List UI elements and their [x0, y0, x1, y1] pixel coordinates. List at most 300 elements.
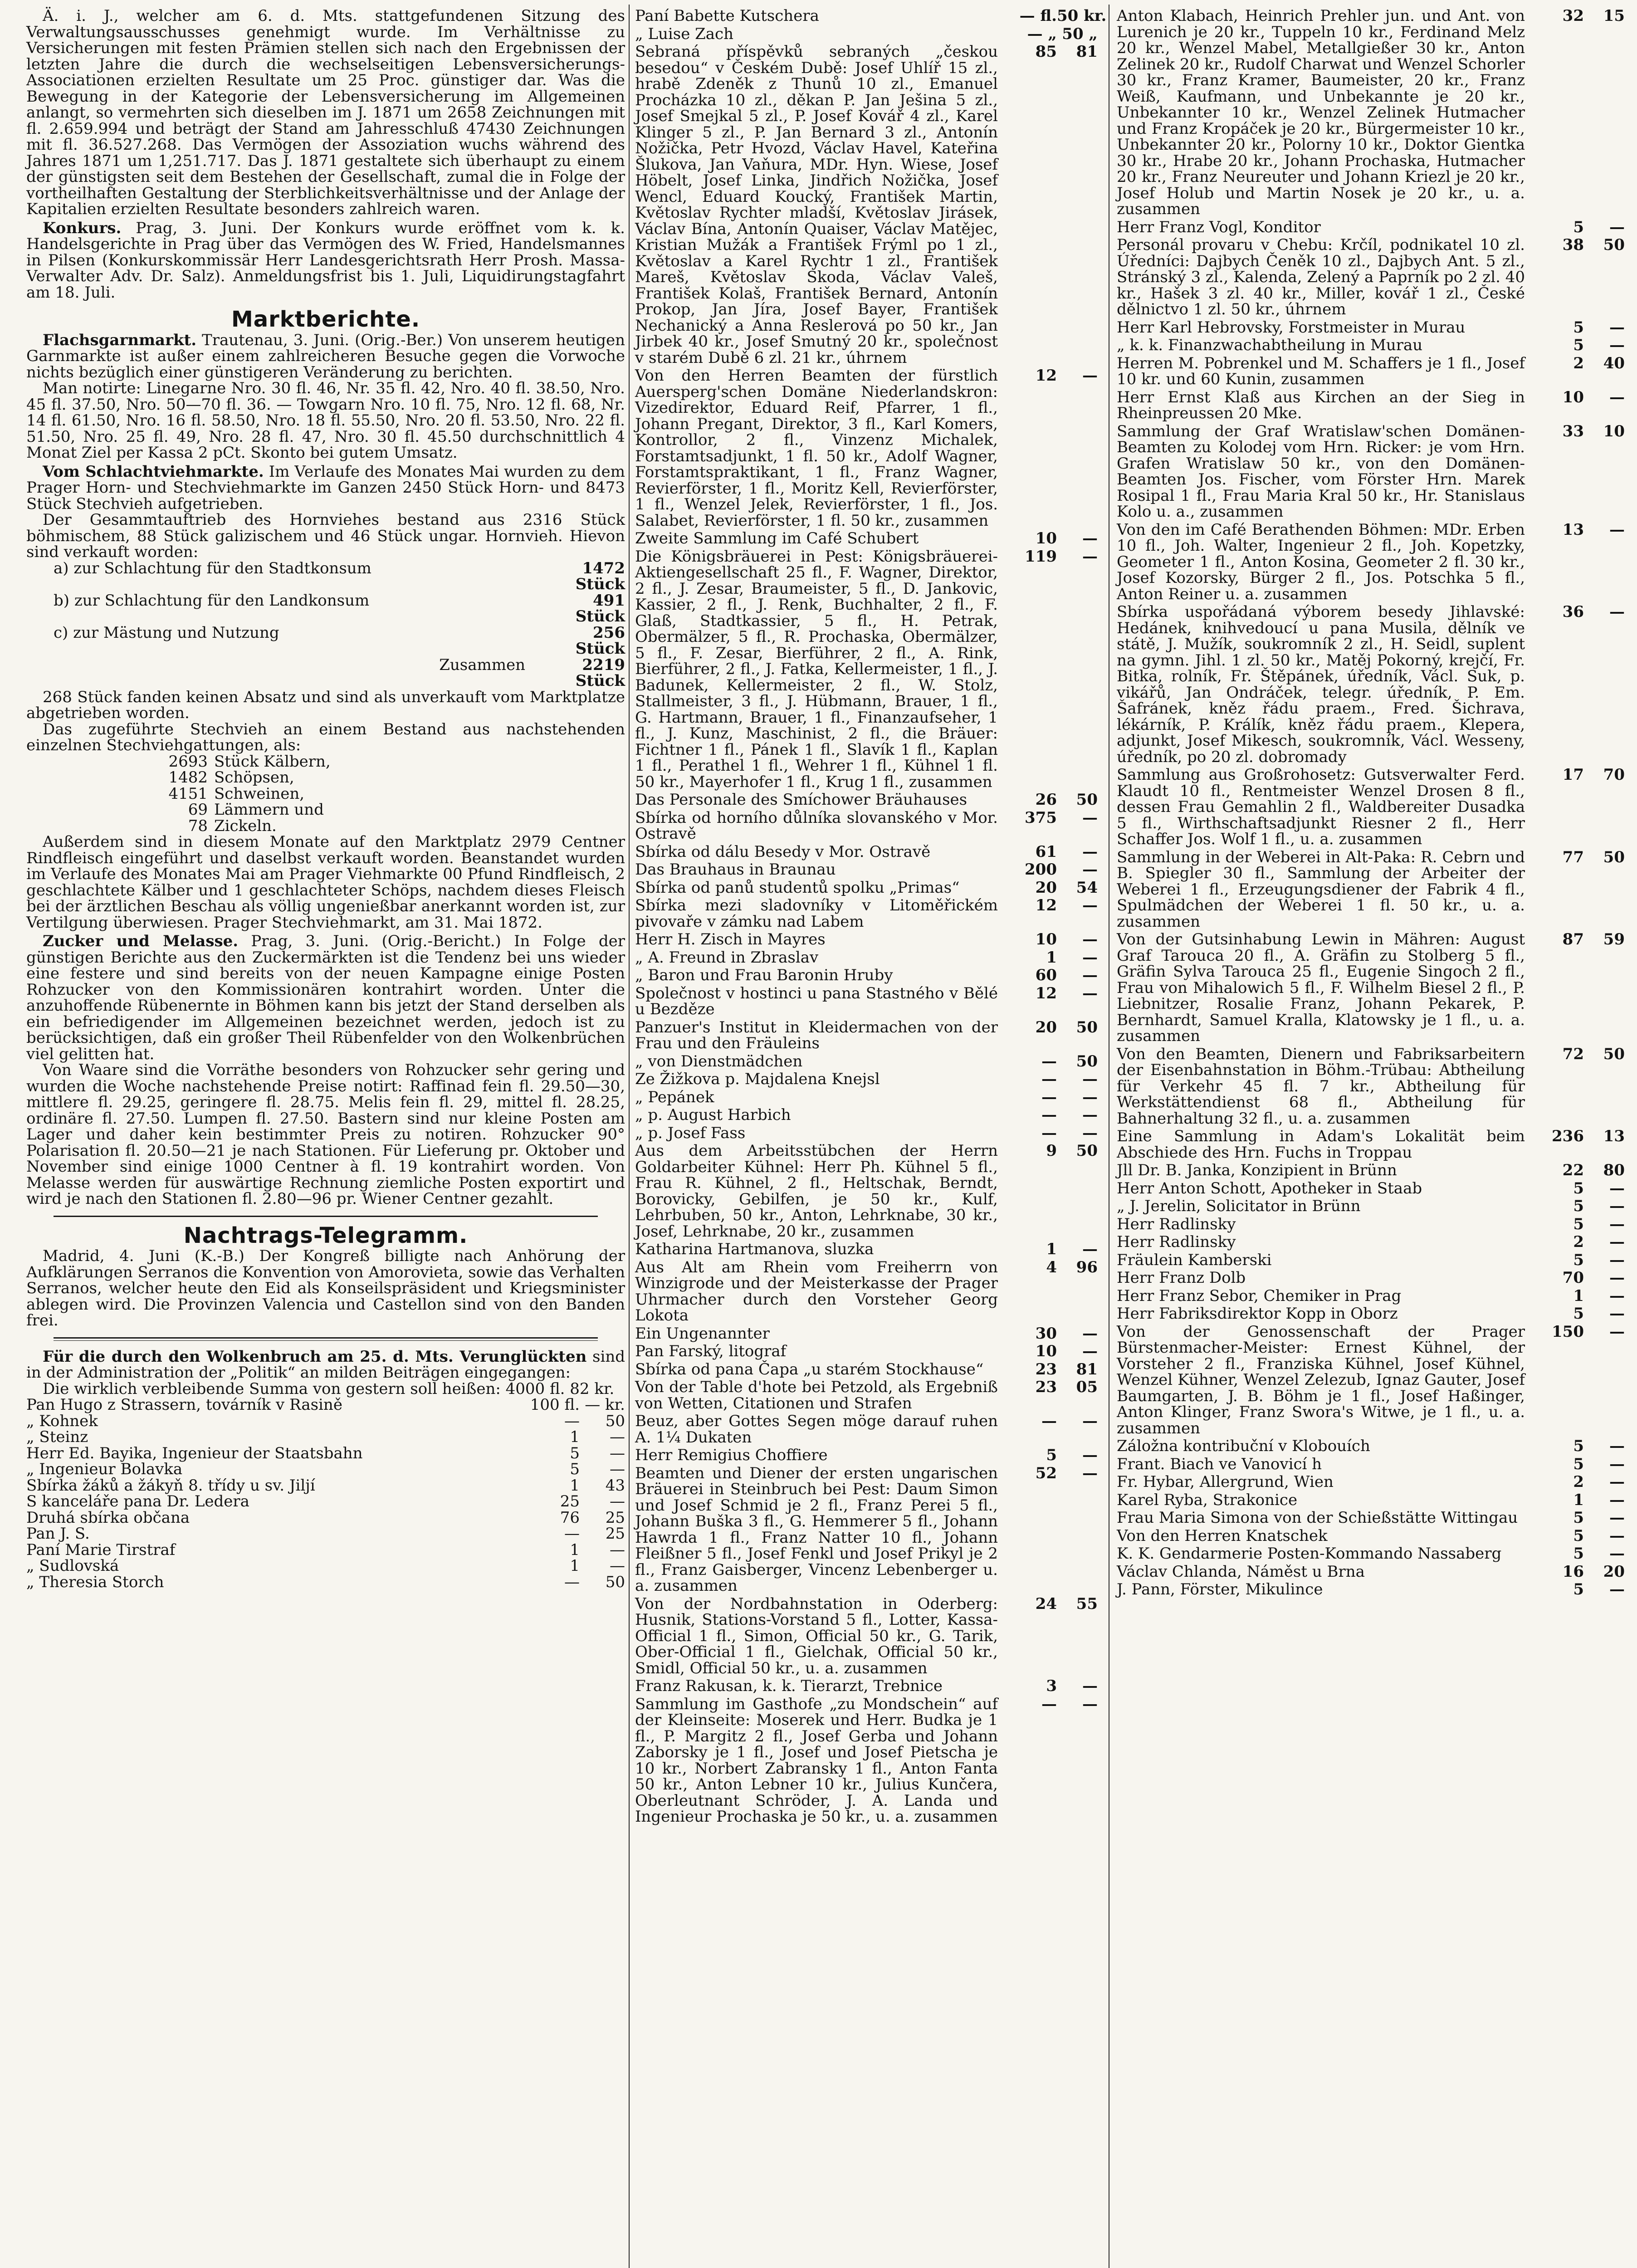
wolkenbruch-heading: Für die durch den Wolkenbruch am 25. d. Mts. Verunglückten	[43, 1347, 587, 1366]
donation-entry	[635, 792, 1098, 808]
donation-text: Sbírka od panů studentů spolku „Primas“	[635, 878, 960, 897]
donation-entry	[635, 1326, 1098, 1342]
amount-florin: 150	[1552, 1322, 1584, 1341]
amount-kreuzer: 40	[1603, 354, 1625, 372]
donation-entry	[1117, 1129, 1625, 1161]
list-item: „ Sudlovská 1 —	[26, 1557, 625, 1575]
donation-entry	[635, 1344, 1098, 1360]
amount-florin: 5	[1573, 1545, 1584, 1563]
amount-florin: 12	[1035, 984, 1057, 1002]
donation-entry	[635, 44, 1098, 366]
amount-florin: 5	[1573, 318, 1584, 337]
amount-florin: 85	[1035, 43, 1057, 61]
donation-entry	[1117, 1306, 1625, 1322]
section-rule	[54, 1337, 598, 1341]
amount-florin: 5	[1046, 1446, 1057, 1464]
donation-entry	[635, 531, 1098, 547]
list-item: „ Kohnek — 50	[26, 1412, 625, 1430]
amount-kreuzer: 50	[1603, 1045, 1625, 1063]
list-item: „ Theresia Storch — 50	[26, 1573, 625, 1591]
market-reports-heading: Marktberichte.	[231, 307, 420, 332]
donation-text: Herr Ernst Klaß aus Kirchen an der Sieg in Rheinpreussen 20 Mke.	[1117, 388, 1525, 422]
donation-text: Záložna kontribuční v Klobouích	[1117, 1437, 1370, 1455]
donation-text: Herr Remigius Choffiere	[635, 1446, 828, 1464]
list-item: Druhá sbírka občana 76 25	[26, 1508, 625, 1527]
donation-entry	[635, 950, 1098, 966]
amount-kreuzer: —	[1609, 1545, 1625, 1563]
donation-entry	[1117, 522, 1625, 603]
donation-text: Aus dem Arbeitsstübchen der Herrn Goldarbeiter Kühnel: Herr Ph. Kühnel 5 fl., Frau R. Kühnel, 2 fl., Heltschak, Berndt, Borovicky, Gebilfen, je 50 kr., Kulf, Lehrbuben, 50 kr., Anton, Lehrknabe, 30 kr., Josef, Lehrknabe, 20 kr., zusammen	[635, 1142, 998, 1241]
amount-kreuzer: —	[1082, 860, 1098, 879]
amount-florin: 1	[1046, 948, 1057, 967]
donation-entry	[1117, 850, 1625, 930]
amount-kreuzer: —	[1082, 1124, 1098, 1142]
zucker-text-2: Von Waare sind die Vorräthe besonders von Rohzucker sehr gering und wurden die Woche nachstehende Preise notirt: Raffinad fein fl. 29.50—30, mittlere fl. 29.25, geringere fl. 28.75. Melis fein fl. 29, mittel fl. 28.25, ordinäre fl. 27.50. Lumpen fl. 27.50. Bastern sind nur kleine Posten am Lager und daher kein bestimmter Preis zu notiren. Rohzucker 90° Polarisation fl. 20.50—21 je nach Stationen. Für Lieferung pr. Oktober und November sind einige 1000 Centner à fl. 19 kontrahirt worden. Von Melasse werden für auswärtige Rechnung ziemliche Posten exportirt und wird je nach den Stationen fl. 2.80—96 pr. Wiener Centner gezahlt.	[26, 1061, 625, 1208]
donation-text: Von der Genossenschaft der Prager Bürstenmacher-Meister: Ernest Kühnel, der Vorsteher 2 fl., Franziska Kühnel, Josef Kühnel, Wenzel Kühner, Wenzel Zelezub, Ignaz Gauter, Josef Baumgarten, J. B. Böhm je 1 fl., Josef Haßinger, Anton Klinger, Franz Swora's Witwe, je 1 fl., u. a. zusammen	[1117, 1322, 1525, 1437]
schlacht-text-2: Der Gesammtauftrieb des Hornviehes bestand aus 2316 Stück böhmischem, 88 Stück galizischem und 46 Stück ungar. Hornvieh. Hievon sind verkauft worden:	[26, 511, 625, 561]
amount-florin: 3	[1046, 1677, 1057, 1695]
schlacht-text-3: 268 Stück fanden keinen Absatz und sind als unverkauft vom Marktplatze abgetrieben worden.	[26, 688, 625, 722]
donation-entry	[635, 1090, 1098, 1106]
amount-kreuzer: —	[1609, 1455, 1625, 1473]
amount-kreuzer: —	[1082, 1412, 1098, 1430]
donation-entry	[635, 968, 1098, 984]
amount-kreuzer: 55	[1076, 1594, 1098, 1613]
amount-florin: 60	[1035, 966, 1057, 984]
amount-kreuzer: —	[1082, 1088, 1098, 1106]
amount-kreuzer: —	[1609, 218, 1625, 236]
donation-text: Personál provaru v Chebu: Krčíl, podnikatel 10 zl. Úředníci: Dajbych Čeněk 10 zl., Dajbych Ant. 5 zl., Stránský 3 zl., Kalenda, Zelený a Paprník po 2 zl. 40 kr., Hašek 3 zl. 40 kr., Miller, kovář 1 zl., České dělnictvo 1 zl. 50 kr., úhrnem	[1117, 236, 1525, 318]
donation-entry	[635, 1260, 1098, 1324]
amount-florin: 2	[1573, 1473, 1584, 1491]
amount-florin: 375	[1025, 808, 1057, 827]
wolkenbruch-text-2: Die wirklich verbleibende Summa von gestern soll heißen: 4000 fl. 82 kr.	[43, 1379, 615, 1398]
amount-kreuzer: —	[1082, 1342, 1098, 1360]
amount-florin: 119	[1025, 547, 1057, 566]
donation-text: „ p. Josef Fass	[635, 1124, 746, 1142]
amount-kreuzer: 59	[1603, 930, 1625, 948]
donation-entry	[1117, 1528, 1625, 1545]
amount-kreuzer: —	[1609, 388, 1625, 406]
table-row: 2693 Stück Kälbern,	[168, 752, 331, 771]
donation-text: Sammlung aus Großrohosetz: Gutsverwalter Ferd. Klaudt 10 fl., Rentmeister Wenzel Drosen 8 fl., dessen Frau Gemahlin 2 fl., Waldbereiter Dusadka 5 fl., Wirthschaftsadjunkt Riesner 2 fl., Herr Schaffer Jos. Wolf 1 fl., u. a. zusammen	[1117, 766, 1525, 848]
amount-kreuzer: 50	[1603, 236, 1625, 254]
amount-florin: 10	[1035, 529, 1057, 547]
list-item: S kanceláře pana Dr. Ledera 25 —	[26, 1492, 625, 1510]
list-item: Herr Ed. Bayika, Ingenieur der Staatsbahn 5 —	[26, 1444, 625, 1462]
donation-text: Franz Rakusan, k. k. Tierarzt, Trebnice	[635, 1677, 943, 1695]
amount-florin: —	[1041, 1070, 1057, 1088]
donation-text: J. Pann, Förster, Mikulince	[1117, 1580, 1323, 1598]
donation-entry	[1117, 1217, 1625, 1233]
telegram-heading: Nachtrags-Telegramm.	[183, 1222, 468, 1248]
amount-florin: 20	[1035, 1018, 1057, 1036]
amount-kreuzer: —	[1082, 984, 1098, 1002]
amount-kreuzer: —	[1609, 1215, 1625, 1233]
donation-entry	[1117, 390, 1625, 422]
donation-text: „ Pepánek	[635, 1088, 714, 1106]
donation-entry	[635, 1379, 1098, 1412]
amount-florin: 87	[1562, 930, 1584, 948]
amount-florin: 61	[1035, 842, 1057, 861]
donation-text: Herr Radlinsky	[1117, 1233, 1236, 1251]
donation-text: Sbírka mezi sladovníky v Litoměřickém pivovaře v zámku nad Labem	[635, 896, 998, 931]
donation-entry	[635, 1362, 1098, 1378]
donation-entry	[635, 810, 1098, 842]
table-row: c) zur Mästung und Nutzung 256 Stück	[54, 623, 625, 658]
donation-entry	[1117, 1163, 1625, 1179]
amount-florin: 4	[1046, 1258, 1057, 1276]
donation-text: Sbírka od horního důlníka slovanského v Mor. Ostravě	[635, 808, 998, 843]
amount-florin: 32	[1562, 7, 1584, 25]
donation-text: Sebraná příspěvků sebraných „českou besedou“ v Českém Dubě: Josef Uhlíř 15 zl., hrabě Zdeněk z Thunů 10 zl., Emanuel Procházka 10 zl., děkan P. Jan Ješina 5 zl., Josef Smejkal 5 zl., P. Josef Kovář 4 zl., Karel Klinger 5 zl., P. Jan Bernard 3 zl., Antonín Nožička, Petr Hvozd, Václav Havel, Kateřina Šlukova, Jan Vaňura, MDr. Hyn. Wiese, Josef Höbelt, Josef Linka, Jindřich Nožička, Josef Wencl, Eduard Koucký, František Martin, Květoslav Rychter mladší, Květoslav Jirásek, Václav Bína, Antonín Quaiser, Václav Matějec, Kristian Mužák a František Frýml po 1 zl., Květoslav a Karel Rychtr 1 zl., František Mareš, Květoslav Skoda, Václav Valeš, František Kolaš, František Bernard, Antonín Prokop, Jan Jíra, Josef Bayer, František Nechanický a Anna Reslerová po 50 kr., Jan Jirbek 40 kr., Josef Smutný 20 kr., společnost v starém Dubě 6 zl. 21 kr., úhrnem	[635, 43, 998, 367]
amount-florin: 70	[1562, 1269, 1584, 1287]
intro-paragraph: Ä. i. J., welcher am 6. d. Mts. stattgefundenen Sitzung des Verwaltungsausschusses genehmigt wurde. Im Verhältnisse zu Versicherungen mit festen Prämien stellen sich nach den Ergebnissen der letzten Jahre die durch die wechselseitigen Lebensversicherungs-Associationen erzielten Resultate um 25 Proc. günstiger dar. Was die Bewegung in der Kategorie der Lebensversicherung im Allgemeinen anlangt, so vermehrten sich dieselben im J. 1871 um 2658 Zeichnungen mit fl. 2.659.994 und beträgt der Stand am Jahresschluß 47430 Zeichnungen mit fl. 36.527.268. Das Vermögen der Assoziation wuchs während des Jahres 1871 um 1,251.717. Das J. 1871 gestaltete sich überhaupt zu einem der günstigsten seit dem Bestehen der Gesellschaft, zumal die in Folge der vortheilhaften Gestaltung der Sterblichkeitsverhältnisse und der Anlage der Kapitalien erzielten Resultate besonders zahlreich waren.	[26, 7, 625, 218]
donation-text: „ A. Freund in Zbraslav	[635, 948, 819, 967]
amount-florin: 236	[1552, 1127, 1584, 1145]
donation-text: Pan Farský, litograf	[635, 1342, 787, 1360]
amount-florin: 9	[1046, 1142, 1057, 1160]
donation-entry	[635, 898, 1098, 930]
donation-entry	[635, 1125, 1098, 1142]
amount-kreuzer: 50	[1076, 1052, 1098, 1070]
flachs-text: Trautenau, 3. Juni. (Orig.-Ber.) Von unserem heutigen Garnmarkte ist außer einem zahlreicheren Besuche gegen die Vorwoche nichts bezüglich einer günstigeren Veränderung zu berichten.	[26, 331, 625, 381]
stech-table	[26, 754, 625, 835]
donor-list	[26, 1397, 625, 1590]
amount-kreuzer: —	[1082, 1070, 1098, 1088]
amount-florin: 2	[1573, 354, 1584, 372]
donation-entry	[1117, 1181, 1625, 1197]
donation-text: Herr Franz Dolb	[1117, 1269, 1246, 1287]
schlacht-text-5: Außerdem sind in diesem Monate auf den Marktplatz 2979 Centner Rindfleisch eingeführt und daselbst verkauft worden. Beanstandet wurden im Verlaufe des Monates Mai am Prager Viehmarkte 00 Pfund Rindfleisch, 2 geschlachtete Kälber und 1 geschlachteter Schöps, nachdem dieses Fleisch bei der ärztlichen Beschau als völlig ungenießbar anerkannt worden ist, zur Vertilgung überwiesen. Prager Stechviehmarkt, am 31. Mai 1872.	[26, 833, 625, 932]
donation-text: „ Baron und Frau Baronin Hruby	[635, 966, 893, 984]
schlacht-table	[26, 561, 625, 689]
table-row: b) zur Schlachtung für den Landkonsum 491 Stück	[54, 591, 625, 626]
donation-text: „ von Dienstmädchen	[635, 1052, 803, 1070]
donation-entry	[1117, 1457, 1625, 1473]
donation-entry	[635, 862, 1098, 878]
amount-florin: 30	[1035, 1324, 1057, 1343]
donation-entry	[1117, 932, 1625, 1045]
amount-kreuzer: —	[1609, 1526, 1625, 1545]
list-item: Pan Hugo z Strassern, továrník v Rasině 100 fl. — kr.	[26, 1396, 625, 1414]
donation-text: Beuz, aber Gottes Segen möge darauf ruhen A. 1¼ Dukaten	[635, 1412, 998, 1447]
donation-entry	[635, 368, 1098, 529]
amount-florin: 10	[1035, 930, 1057, 948]
list-item: „ Steinz 1 —	[26, 1428, 625, 1446]
amount-kreuzer: —	[1082, 547, 1098, 566]
amount-florin: 5	[1573, 1179, 1584, 1198]
donation-entry	[635, 1020, 1098, 1052]
donation-entry	[1117, 1252, 1625, 1269]
donation-entry	[635, 1143, 1098, 1240]
amount-kreuzer: 70	[1603, 766, 1625, 784]
amount-florin: —	[1041, 1695, 1057, 1713]
amount-florin: 23	[1035, 1360, 1057, 1378]
amount-kreuzer: —	[1082, 948, 1098, 967]
amount-florin: 24	[1035, 1594, 1057, 1613]
amount-florin: 52	[1035, 1464, 1057, 1482]
konkurs-text: Prag, 3. Juni. Der Konkurs wurde eröffnet vom k. k. Handelsgerichte in Prag über das Vermögen des W. Fried, Handelsmannes in Pilsen (Konkurskommissär Herr Landesgerichtsrath Herr Prosh. Massa-Verwalter Adv. Dr. Salz). Anmeldungsfrist bis 1. Juli, Liquidirungstagfahrt am 18. Juli.	[26, 219, 625, 302]
donation-text: Frau Maria Simona von der Schießstätte Wittingau	[1117, 1509, 1518, 1527]
amount-florin: 5	[1573, 1197, 1584, 1215]
donation-text: Herr Franz Sebor, Chemiker in Prag	[1117, 1286, 1402, 1305]
amount-kreuzer: —	[1082, 1324, 1098, 1343]
amount-florin: — „	[1027, 24, 1057, 43]
donation-text: Paní Babette Kutschera	[635, 7, 819, 25]
donation-entry	[635, 932, 1098, 948]
table-row: 4151 Schweinen,	[168, 784, 305, 803]
amount-florin: 10	[1562, 388, 1584, 406]
amount-kreuzer: —	[1609, 1233, 1625, 1251]
amount-florin: 2	[1573, 1233, 1584, 1251]
donation-text: Herr H. Zisch in Mayres	[635, 930, 826, 948]
amount-florin: 38	[1562, 236, 1584, 254]
donation-entry	[635, 880, 1098, 896]
amount-florin: 5	[1573, 1215, 1584, 1233]
donation-text: Das Personale des Smíchower Bräuhauses	[635, 791, 968, 809]
donation-text: Herr Anton Schott, Apotheker in Staab	[1117, 1179, 1422, 1198]
donation-entry	[1117, 1324, 1625, 1437]
donation-entry	[1117, 1564, 1625, 1580]
donation-text: Společnost v hostinci u pana Stastného v Bělé u Bezděze	[635, 984, 998, 1018]
amount-kreuzer: —	[1082, 1240, 1098, 1258]
amount-florin: 5	[1573, 1437, 1584, 1455]
amount-kreuzer: 05	[1076, 1378, 1098, 1396]
donation-entry	[635, 7, 1107, 25]
column-divider	[629, 5, 630, 2268]
amount-florin: 13	[1562, 520, 1584, 539]
donation-text: Jll Dr. B. Janka, Konzipient in Brünn	[1117, 1161, 1397, 1179]
donation-text: Herr Fabriksdirektor Kopp in Oborz	[1117, 1305, 1398, 1323]
zucker-heading: Zucker und Melasse.	[43, 932, 239, 950]
zucker-text: Prag, 3. Juni. (Orig.-Bericht.) In Folge der günstigen Berichte aus den Zuckermärkten ist die Tendenz bei uns wieder eine festere und sind bereits von der neuen Kampagne einige Posten Rohzucker von den Kommissionären kontrahirt worden. Unter die anzuhoffende Rübenernte in Böhmen kann bis jetzt der Stand derselben als ein befriedigender im Allgemeinen bezeichnet werden, jedoch ist zu berücksichtigen, daß ein großer Theil Rübenfelder von den Wolkenbrüchen viel gelitten hat.	[26, 932, 625, 1063]
donation-entry	[635, 1071, 1098, 1088]
amount-florin: 72	[1562, 1045, 1584, 1063]
amount-florin: 5	[1573, 1526, 1584, 1545]
amount-florin: 12	[1035, 367, 1057, 385]
donation-text: Herr Franz Vogl, Konditor	[1117, 218, 1321, 236]
column-left	[26, 8, 625, 1590]
amount-kreuzer: —	[1609, 1197, 1625, 1215]
konkurs-heading: Konkurs.	[43, 219, 122, 237]
donation-text: Zweite Sammlung im Café Schubert	[635, 529, 919, 547]
amount-kreuzer: 13	[1603, 1127, 1625, 1145]
amount-kreuzer: —	[1609, 1286, 1625, 1305]
donation-text: Herr Karl Hebrovsky, Forstmeister in Murau	[1117, 318, 1466, 337]
amount-florin: 5	[1573, 1455, 1584, 1473]
amount-kreuzer: 50	[1603, 848, 1625, 866]
list-item: Paní Marie Tirstraf 1 —	[26, 1540, 625, 1559]
amount-florin: 26	[1035, 791, 1057, 809]
amount-florin: 5	[1573, 336, 1584, 354]
donation-entry	[1117, 1288, 1625, 1305]
schlacht-text-4: Das zugeführte Stechvieh an einem Bestand aus nachstehenden einzelnen Stechviehgattungen, als:	[26, 720, 625, 754]
amount-kreuzer: 20	[1603, 1562, 1625, 1581]
donation-text: Aus Alt am Rhein vom Freiherrn von Winzigrode und der Meisterkasse der Prager Uhrmacher durch den Vorsteher Georg Lokota	[635, 1258, 998, 1325]
donation-text: Von der Table d'hote bei Petzold, als Ergebniß von Wetten, Citationen und Strafen	[635, 1378, 998, 1413]
amount-kreuzer: —	[1082, 1106, 1098, 1124]
table-row: a) zur Schlachtung für den Stadtkonsum 1472 Stück	[54, 559, 625, 593]
table-row: Zusammen 2219 Stück	[439, 655, 625, 690]
donation-entry	[635, 549, 1098, 791]
donation-text: Katharina Hartmanova, sluzka	[635, 1240, 874, 1258]
amount-kreuzer: —	[1609, 336, 1625, 354]
amount-florin: —	[1041, 1124, 1057, 1142]
donation-entry	[1117, 220, 1625, 236]
donation-entry	[635, 1242, 1098, 1258]
amount-florin: 23	[1035, 1378, 1057, 1396]
amount-kreuzer: —	[1082, 1695, 1098, 1713]
donation-text: Das Brauhaus in Braunau	[635, 860, 836, 879]
donation-text: Von den im Café Berathenden Böhmen: MDr. Erben 10 fl., Joh. Walter, Ingenieur 2 fl., Joh. Kopetzky, Geometer 1 fl., Anton Kosina, Geometer 2 fl. 30 kr., Josef Kozorsky, Bürger 2 fl., Jos. Potschka 5 fl., Anton Reiner u. a. zusammen	[1117, 520, 1525, 603]
amount-kreuzer: —	[1609, 1179, 1625, 1198]
amount-florin: 77	[1562, 848, 1584, 866]
donation-entry	[1117, 1438, 1625, 1455]
donation-text: Die Königsbräuerei in Pest: Königsbräuerei-Aktiengesellschaft 25 fl., F. Wagner, Direktor, 2 fl., J. Zesar, Braumeister, 5 fl., D. Jankovic, Kassier, 2 fl., J. Renk, Buchhalter, 2 fl., F. Glaß, Stadtkassier, 5 fl., H. Petrak, Obermälzer, 5 fl., R. Prochaska, Obermälzer, 5 fl., F. Zesar, Bierführer, 2 fl., A. Rink, Bierführer, 2 fl., J. Fatka, Kellermeister, 1 fl., J. Badunek, Kellermeister, 2 fl., W. Stolz, Stallmeister, 3 fl., J. Hübmann, Brauer, 1 fl., G. Hartmann, Brauer, 1 fl., Finanzaufseher, 1 fl., J. Kunz, Maschinist, 2 fl., die Bräuer: Fichtner 1 fl., Pánek 1 fl., Slavík 1 fl., Kaplan 1 fl., Perathel 1 fl., Wehrer 1 fl., Kühnel 1 fl. 50 kr., Mayerhofer 1 fl., Krug 1 fl., zusammen	[635, 547, 998, 791]
flachs-heading: Flachsgarnmarkt.	[43, 331, 197, 349]
donation-entry	[1117, 1270, 1625, 1286]
amount-kreuzer: 81	[1076, 1360, 1098, 1378]
amount-kreuzer: 15	[1603, 7, 1625, 25]
amount-florin: 200	[1025, 860, 1057, 879]
amount-florin: 5	[1573, 1509, 1584, 1527]
donation-entry	[635, 1107, 1098, 1124]
donation-text: Beamten und Diener der ersten ungarischen Bräuerei in Steinbruch bei Pest: Daum Simon und Josef Schmid je 2 fl., Franz Perei 5 fl., Johann Buška 3 fl., G. Hemmerer 5 fl., Johann Hawrda 1 fl., Franz Natter 10 fl., Johann Fleißner 5 fl., Josef Fenkl und Josef Prikyl je 2 fl., Franz Gaisberger, Vincenz Lebenberger u. a. zusammen	[635, 1464, 998, 1595]
amount-kreuzer: —	[1082, 529, 1098, 547]
wolkenbruch-text: sind in der Administration der „Politik“ an milden Beiträgen eingegangen:	[26, 1347, 625, 1382]
donation-entry	[635, 26, 1098, 43]
donation-entry	[1117, 424, 1625, 520]
amount-kreuzer: 50 „	[1062, 24, 1098, 43]
column-middle	[635, 7, 1107, 1827]
donation-entry	[1117, 1198, 1625, 1215]
donation-entry	[1117, 1474, 1625, 1491]
table-row: 69 Lämmern und	[188, 801, 324, 819]
schlacht-heading: Vom Schlachtviehmarkte.	[43, 462, 264, 481]
amount-kreuzer: —	[1082, 1677, 1098, 1695]
donation-entry	[1117, 237, 1625, 318]
donation-text: Herr Radlinsky	[1117, 1215, 1236, 1233]
amount-kreuzer: 80	[1603, 1161, 1625, 1179]
amount-florin: 12	[1035, 896, 1057, 914]
donation-text: Anton Klabach, Heinrich Prehler jun. und Ant. von Lurenich je 20 kr., Tuppeln 10 kr., Ferdinand Melz 20 kr., Wenzel Mabel, Metallgießer 30 kr., Anton Zelinek 20 kr., Rudolf Charwat und Wenzel Schorler 30 kr., Franz Kramer, Baumeister, 20 kr., Franz Weiß, Kaufmann, und Unbekannte je 20 kr., Unbekannter 10 kr., Wenzel Zelinek Hutmacher und Franz Kropáček je 20 kr., Bürgermeister 10 kr., Unbekannter 20 kr., Polorny 10 kr., Doktor Gientka 30 kr., Hrabe 20 kr., Johann Prochaska, Hutmacher 20 kr., Franz Neureuter und Johann Kriezl je 20 kr., Josef Holub und Martin Nosek je 20 kr., u. a. zusammen	[1117, 7, 1525, 218]
donation-text: Von der Gutsinhabung Lewin in Mähren: August Graf Tarouca 20 fl., A. Gräfin zu Stolberg 5 fl., Gräfin Sylva Tarouca 25 fl., Eugenie Singoch 2 fl., Frau von Mihalowich 5 fl., F. Wilhelm Biesel 2 fl., P. Liebnitzer, Rosalie Franz, Johann Pekarek, P. Bernhardt, Samuel Kralla, Klatowsky je 1 fl., u. a. zusammen	[1117, 930, 1525, 1045]
donation-entry	[635, 986, 1098, 1018]
amount-florin: 5	[1573, 1305, 1584, 1323]
amount-florin: 16	[1562, 1562, 1584, 1581]
donation-entry	[635, 1447, 1098, 1464]
amount-kreuzer: —	[1609, 1322, 1625, 1341]
amount-kreuzer: 10	[1603, 422, 1625, 440]
donation-text: Von der Nordbahnstation in Oderberg: Husnik, Stations-Vorstand 5 fl., Lotter, Kassa-Official 1 fl., Simon, Official 50 kr., G. Tarik, Ober-Official 1 fl., Gielchak, Official 50 kr., Smidl, Official 50 kr., u. a. zusammen	[635, 1594, 998, 1677]
table-row: 78 Zickeln.	[188, 816, 277, 835]
donation-text: Václav Chlanda, Náměst u Brna	[1117, 1562, 1365, 1581]
donation-text: Ein Ungenannter	[635, 1324, 770, 1343]
donation-text: Eine Sammlung in Adam's Lokalität beim Abschiede des Hrn. Fuchs in Troppau	[1117, 1127, 1525, 1162]
amount-kreuzer: 96	[1076, 1258, 1098, 1276]
amount-kreuzer: —	[1082, 842, 1098, 861]
amount-florin: — fl.	[1019, 7, 1057, 25]
donation-entry	[1117, 1492, 1625, 1509]
amount-kreuzer: —	[1609, 520, 1625, 539]
amount-kreuzer: —	[1609, 1305, 1625, 1323]
donation-text: Frant. Biach ve Vanovicí h	[1117, 1455, 1322, 1473]
amount-florin: 1	[1573, 1286, 1584, 1305]
amount-kreuzer: —	[1609, 603, 1625, 621]
donation-text: Sbírka uspořádaná výborem besedy Jihlavské: Hedánek, knihvedoucí u pana Musila, dělník ve státě, J. Mužík, soukromník 2 zl., H. Seidl, suplent na gymn. Jihl. 1 zl. 50 kr., Matěj Pokorný, krejčí, Fr. Bitka, rolník, Fr. Štěpánek, úředník, Václ. Suk, p. vikářů, Jan Ondráček, telegr. úředník, P. Em. Šafránek, kněz řádu praem., Fred. Šichrava, lékárník, P. Králík, kněz řádu praem., Klepera, adjunkt, Josef Mikesch, soukromník, Václ. Wesseny, úředník, po 20 zl. dobromady	[1117, 603, 1525, 766]
donation-entry	[635, 1678, 1098, 1695]
amount-florin: 33	[1562, 422, 1584, 440]
amount-kreuzer: —	[1609, 1251, 1625, 1269]
amount-kreuzer: —	[1609, 1491, 1625, 1509]
donation-entry	[635, 1696, 1098, 1825]
amount-kreuzer: —	[1082, 1464, 1098, 1482]
donation-text: Fr. Hybar, Allergrund, Wien	[1117, 1473, 1334, 1491]
donation-text: Karel Ryba, Strakonice	[1117, 1491, 1298, 1509]
amount-kreuzer: —	[1609, 1269, 1625, 1287]
amount-kreuzer: —	[1609, 1580, 1625, 1598]
donation-entry	[1117, 337, 1625, 354]
donation-entry	[635, 1054, 1098, 1070]
donation-text: Panzuer's Institut in Kleidermachen von der Frau und den Fräuleins	[635, 1018, 998, 1052]
donation-text: „ k. k. Finanzwachabtheilung in Murau	[1117, 336, 1423, 354]
donation-text: Ze Žižkova p. Majdalena Knejsl	[635, 1070, 880, 1088]
donation-entry	[1117, 320, 1625, 336]
amount-kreuzer: —	[1609, 1509, 1625, 1527]
amount-florin: —	[1041, 1106, 1057, 1124]
donation-entry	[635, 1596, 1098, 1677]
amount-florin: 1	[1573, 1491, 1584, 1509]
column-right	[1117, 8, 1625, 1600]
table-row: 1482 Schöpsen,	[168, 768, 294, 787]
amount-kreuzer: —	[1082, 930, 1098, 948]
list-item: Sbírka žáků a žákyň 8. třídy u sv. Jiljí 1 43	[26, 1476, 625, 1495]
donation-text: „ J. Jerelin, Solicitator in Brünn	[1117, 1197, 1361, 1215]
flachs-notes: Man notirte: Linegarne Nro. 30 fl. 46, Nr. 35 fl. 42, Nro. 40 fl. 38.50, Nro. 45 fl. 37.50, Nro. 50—70 fl. 36. — Towgarn Nro. 10 fl. 75, Nro. 12 fl. 68, Nr. 14 fl. 61.50, Nro. 16 fl. 58.50, Nro. 18 fl. 55.50, Nro. 20 fl. 53.50, Nro. 22 fl. 51.50, Nro. 25 fl. 49, Nro. 28 fl. 47, Nro. 30 fl. 45.50 durchschnittlich 4 Monat Ziel per Kassa 2 pCt. Skonto bei gutem Umsatz.	[26, 379, 625, 462]
amount-florin: 1	[1046, 1240, 1057, 1258]
amount-florin: 17	[1562, 766, 1584, 784]
donation-entry	[1117, 356, 1625, 388]
donation-entry	[635, 1413, 1098, 1446]
donation-text: Sbírka od pana Čapa „u starém Stockhause“	[635, 1360, 984, 1378]
amount-florin: 5	[1573, 1251, 1584, 1269]
amount-kreuzer: 50 kr.	[1057, 7, 1107, 25]
amount-florin: 5	[1573, 1580, 1584, 1598]
donation-entry	[1117, 1234, 1625, 1251]
donation-entry	[1117, 1546, 1625, 1562]
amount-kreuzer: —	[1082, 1446, 1098, 1464]
amount-florin: 36	[1562, 603, 1584, 621]
amount-kreuzer: —	[1609, 1437, 1625, 1455]
donation-text: Fräulein Kamberski	[1117, 1251, 1272, 1269]
amount-kreuzer: —	[1082, 367, 1098, 385]
donation-entry	[1117, 767, 1625, 848]
amount-kreuzer: 81	[1076, 43, 1098, 61]
donation-text: Herren M. Pobrenkel und M. Schaffers je 1 fl., Josef 10 kr. und 60 Kunin, zusammen	[1117, 354, 1525, 388]
donation-entry	[1117, 1046, 1625, 1127]
donation-text: Von den Herren Beamten der fürstlich Auersperg'schen Domäne Niederlandskron: Vizedirektor, Eduard Reif, Pfarrer, 1 fl., Johann Pregant, Direktor, 3 fl., Karl Komers, Kontrollor, 2 fl., Vinzenz Michalek, Forstamtsadjunkt, 1 fl. 50 kr., Adolf Wagner, Forstamtspraktikant, 1 fl., Franz Wagner, Revierförster, 1 fl., Moritz Kell, Revierförster, 1 fl., Wenzel Jelek, Revierförster, 1 fl., Jos. Salabet, Revierförster, 1 fl. 50 kr., zusammen	[635, 367, 998, 530]
amount-florin: —	[1041, 1052, 1057, 1070]
section-rule	[54, 1216, 598, 1217]
donation-text: Sbírka od dálu Besedy v Mor. Ostravě	[635, 842, 931, 861]
amount-kreuzer: 50	[1076, 1142, 1098, 1160]
amount-kreuzer: 54	[1076, 878, 1098, 897]
donation-text: Von den Beamten, Dienern und Fabriksarbeitern der Eisenbahnstation in Böhm.-Trübau: Abtheilung für Verkehr 45 fl. 7 kr., Abtheilung für Werkstättendienst 68 fl., Abtheilung für Bahnerhaltung 32 fl., u. a. zusammen	[1117, 1045, 1525, 1128]
donation-entry	[635, 1466, 1098, 1594]
amount-florin: 22	[1562, 1161, 1584, 1179]
amount-kreuzer: 50	[1076, 791, 1098, 809]
